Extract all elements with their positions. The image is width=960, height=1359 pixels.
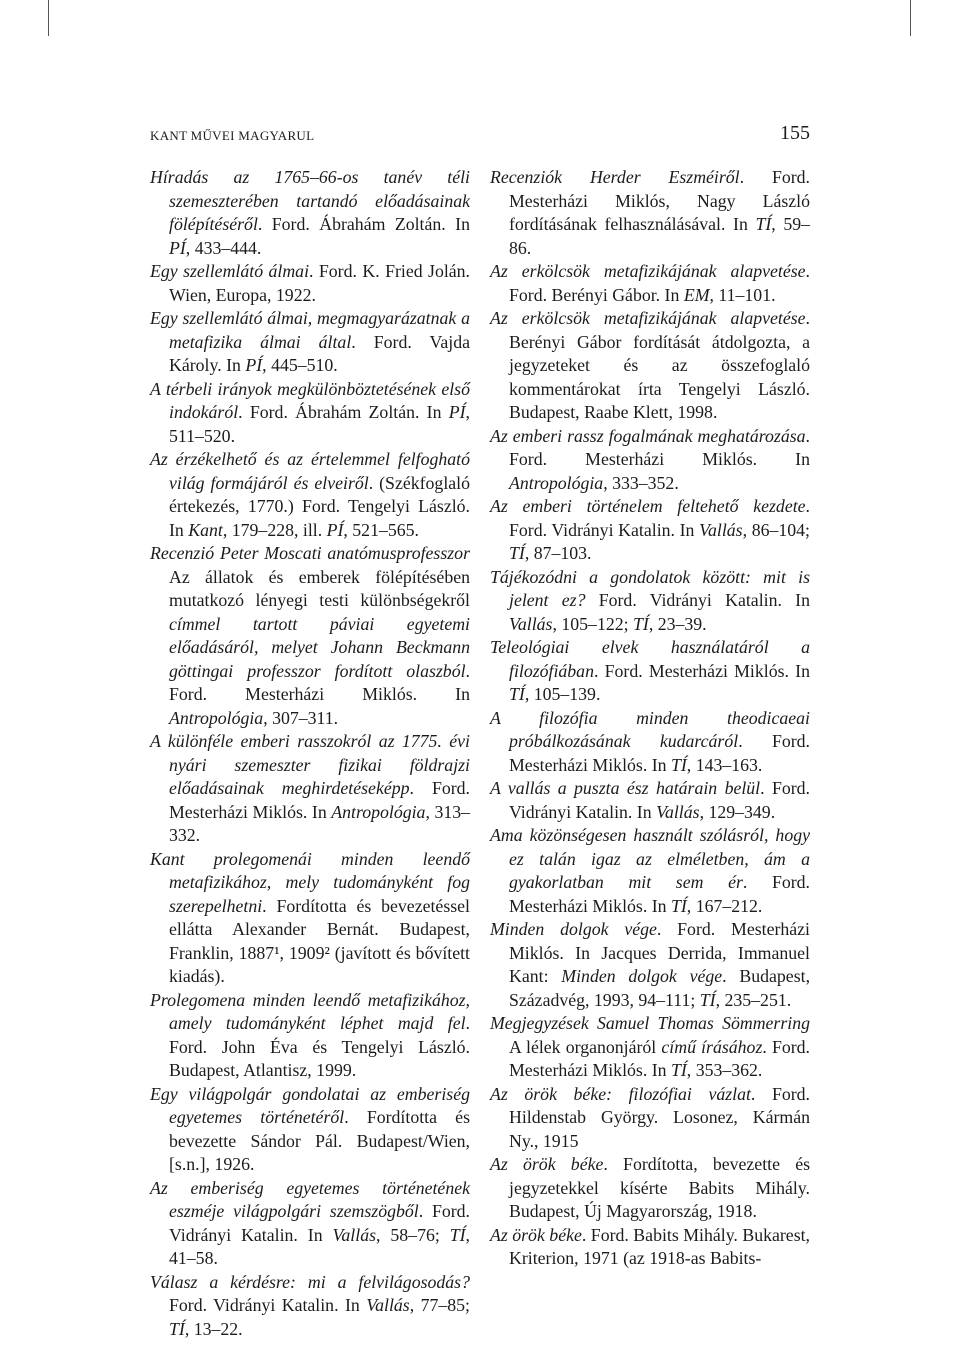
entry-title-text: Egy világpolgár gondolatai az emberiség egyetemes történetéről	[150, 1083, 470, 1127]
bibliography-entry	[490, 260, 810, 307]
bibliography-entry	[490, 495, 810, 566]
entry-text: . Fordította és bevezette Sándor Pál. Budapest/Wien, [s.n.], 1926.	[169, 1107, 470, 1174]
entry-text: . Ford. Ábrahám Zoltán. In	[238, 402, 449, 422]
page-header	[150, 122, 810, 146]
entry-text: , 179–228, ill.	[222, 519, 327, 540]
entry-title-text: Az örök béke	[490, 1224, 582, 1245]
entry-text: . Ford. K. Fried Jolán. Wien, Europa, 1922.	[169, 261, 471, 305]
entry-text: , 313–332.	[169, 801, 470, 845]
entry-text: , 445–510.	[262, 355, 338, 375]
bibliography-entry	[490, 166, 810, 260]
entry-title-text: Kant	[188, 519, 223, 540]
entry-text: , 433–444.	[185, 237, 262, 258]
entry-title-text: A filozófia minden theodicaeai próbálkozásának kudarcáról	[490, 707, 810, 751]
bibliography-entry	[490, 636, 810, 707]
entry-title-text: TÍ	[670, 895, 687, 916]
entry-title-text: TÍ	[670, 754, 687, 775]
entry-title-text: TÍ	[633, 613, 649, 634]
entry-text: , 521–565.	[343, 519, 419, 540]
entry-title-text: Vallás	[656, 801, 700, 822]
right-column	[490, 166, 810, 1271]
bibliography-entry	[490, 1153, 810, 1224]
entry-title-text: Az erkölcsök metafizikájának alapvetése	[490, 261, 806, 281]
entry-text: A lélek organonjáról	[509, 1036, 662, 1057]
entry-text: , 129–349.	[699, 801, 776, 822]
entry-title-text: PÍ	[326, 519, 344, 540]
entry-title-text: címmel tartott páviai egyetemi előadásáról, melyet Johann Beckmann göttingai professzor fordított olaszból	[169, 613, 470, 681]
entry-text: . Ford. Mesterházi Miklós. In	[509, 1036, 811, 1080]
entry-title-text: Az emberi történelem feltehető kezdete	[490, 496, 806, 516]
entry-text: , 13–22.	[184, 1318, 243, 1339]
bibliography-entry	[490, 425, 810, 496]
entry-text: . Ford. Mesterházi Miklós. In Jacques Derrida, Immanuel Kant:	[509, 919, 810, 986]
bibliography-entry	[150, 307, 470, 378]
left-column	[150, 166, 470, 1341]
entry-text: . Ford. Mesterházi Miklós. In	[509, 731, 810, 775]
entry-text: . Fordította és bevezetéssel ellátta Alexander Bernát. Budapest, Franklin, 1887¹, 1909² (javított és bővített kiadás).	[169, 895, 470, 986]
entry-title-text: Antropológia	[509, 472, 604, 493]
entry-title-text: Vallás	[332, 1224, 377, 1245]
bibliography-entry	[490, 707, 810, 778]
bibliography-entry	[490, 918, 810, 1012]
entry-title-text: Kant prolegomenái minden leendő metafizikához, mely tudományként fog szerepelhetni	[150, 848, 470, 916]
entry-text: Ford. Vidrányi Katalin. In	[585, 590, 810, 610]
crop-mark-left	[48, 0, 49, 36]
bibliography-entry	[150, 166, 470, 260]
entry-title-text: Vallás	[366, 1295, 410, 1315]
bibliography-entry	[490, 566, 810, 637]
entry-title-text: A térbeli irányok megkülönböztetésének első indokáról	[150, 378, 470, 422]
entry-text: . Ford. Berényi Gábor. In	[509, 261, 810, 305]
entry-text: , 87–103.	[524, 543, 592, 563]
entry-title-text: TÍ	[449, 1224, 466, 1245]
entry-text: . Ford. Vajda Károly. In	[169, 331, 470, 375]
bibliography-entry	[150, 448, 470, 542]
bibliography-entry	[490, 1012, 810, 1083]
entry-text: . Ford. Mesterházi Miklós. In	[509, 872, 810, 916]
entry-text: , 235–251.	[715, 989, 792, 1010]
bibliography-entry	[150, 260, 470, 307]
entry-title-text: Válasz a kérdésre: mi a felvilágosodás?	[150, 1271, 470, 1292]
entry-title-text: Az érzékelhető és az értelemmel felfogható világ formájáról és elveiről	[150, 449, 470, 493]
entry-title-text: Recenzió Peter Moscati anatómusprofesszor	[150, 543, 470, 563]
entry-title-text: TÍ	[169, 1318, 185, 1339]
bibliography-entry	[150, 378, 470, 449]
crop-mark-right	[910, 0, 911, 36]
page-number: 155	[780, 122, 810, 144]
entry-text: , 333–352.	[603, 472, 679, 493]
entry-text: , 511–520.	[169, 402, 470, 446]
entry-title-text: Vallás	[509, 613, 553, 634]
entry-text: . Ford. John Éva és Tengelyi László. Budapest, Atlantisz, 1999.	[169, 1013, 470, 1080]
entry-title-text: Vallás	[699, 519, 743, 540]
entry-title-text: Megjegyzések Samuel Thomas Sömmerring	[490, 1013, 810, 1033]
bibliography-entry	[150, 730, 470, 848]
entry-text: , 167–212.	[686, 895, 763, 916]
entry-title-text: Az erkölcsök metafizikájának alapvetése	[490, 308, 806, 328]
entry-text: Az állatok és emberek fölépítésében mutatkozó lényegi testi különbségekről	[169, 566, 470, 610]
entry-text: . Ford. Vidrányi Katalin. In	[169, 1201, 470, 1245]
entry-title-text: Antropológia	[331, 801, 426, 822]
entry-text: , 86–104;	[742, 519, 810, 540]
entry-text: , 143–163.	[686, 754, 763, 775]
entry-text: , 59–86.	[509, 214, 811, 258]
entry-title-text: Prolegomena minden leendő metafizikához, amely tudományként léphet majd fel	[150, 989, 470, 1033]
entry-title-text: PÍ	[245, 355, 263, 375]
entry-title-text: EM	[683, 284, 710, 305]
bibliography-entry	[490, 1083, 810, 1154]
entry-title-text: Antropológia	[169, 707, 264, 728]
entry-title-text: Ama közönségesen használt szólásról, hogy ez talán igaz az elméletben, ám a gyakorlatban mit sem ér	[490, 825, 810, 892]
entry-title-text: Teleológiai elvek használatáról a filozófiában	[490, 637, 810, 681]
entry-text: , 11–101.	[709, 284, 776, 305]
entry-text: . Ford. Hildenstab György. Losonez, Kármán Ny., 1915	[509, 1083, 810, 1151]
entry-text: . Ford. Mesterházi Miklós. In	[169, 778, 470, 822]
entry-title-text: című írásához	[661, 1036, 763, 1057]
entry-text: , 307–311.	[263, 707, 339, 728]
entry-title-text: TÍ	[509, 543, 525, 563]
entry-text: . Ford. Mesterházi Miklós. In	[509, 425, 810, 469]
entry-title-text: Az örök béke: filozófiai vázlat	[490, 1083, 751, 1104]
entry-text: , 105–122;	[552, 613, 633, 634]
entry-title-text: TÍ	[509, 684, 525, 704]
entry-title-text: Minden dolgok vége	[490, 919, 657, 939]
entry-text: . Budapest, Századvég, 1993, 94–111;	[509, 966, 811, 1010]
entry-text: . Fordította, bevezette és jegyzetekkel kísérte Babits Mihály. Budapest, Új Magyarország, 1918.	[509, 1154, 811, 1221]
entry-title-text: Híradás az 1765–66-os tanév téli szemeszterében tartandó előadásainak fölépítéséről	[150, 167, 470, 234]
entry-text: . Ford. Babits Mihály. Bukarest, Kriterion, 1971 (az 1918-as Babits-	[509, 1224, 810, 1268]
entry-text: , 41–58.	[169, 1224, 470, 1268]
bibliography-entry	[150, 989, 470, 1083]
entry-text: . Ford. Mesterházi Miklós. In	[169, 660, 470, 704]
entry-text: , 105–139.	[524, 684, 601, 704]
entry-title-text: Egy szellemlátó álmai, megmagyarázatnak a metafizika álmai által	[150, 308, 470, 352]
bibliography-entry	[490, 307, 810, 425]
entry-text: . Ford. Mesterházi Miklós. In	[593, 660, 810, 681]
entry-title-text: PÍ	[169, 237, 186, 258]
entry-text: , 23–39.	[648, 613, 707, 634]
bibliography-entry	[150, 848, 470, 989]
entry-title-text: TÍ	[670, 1060, 687, 1080]
entry-text: . Ford. Vidrányi Katalin. In	[509, 496, 810, 540]
entry-title-text: PÍ	[448, 402, 466, 422]
entry-text: , 77–85;	[409, 1295, 470, 1315]
entry-title-text: TÍ	[755, 214, 772, 234]
entry-text: . (Székfoglaló értekezés, 1770.) Ford. Tengelyi László. In	[169, 472, 470, 540]
entry-title-text: Az emberi rassz fogalmának meghatározása	[490, 425, 806, 446]
entry-title-text: TÍ	[699, 989, 716, 1010]
entry-title-text: A vallás a puszta ész határain belül	[490, 778, 761, 798]
bibliography-entry	[150, 542, 470, 730]
entry-title-text: Az örök béke	[490, 1154, 604, 1174]
entry-title-text: Az emberiség egyetemes történetének eszméje világpolgári szemszögből	[150, 1177, 470, 1221]
bibliography-entry	[150, 1083, 470, 1177]
bibliography-entry	[150, 1177, 470, 1271]
bibliography-entry	[490, 824, 810, 918]
entry-text: . Ford. Vidrányi Katalin. In	[509, 778, 810, 822]
entry-text: . Ford. Ábrahám Zoltán. In	[257, 214, 470, 234]
bibliography-entry	[490, 777, 810, 824]
entry-text: , 58–76;	[376, 1224, 450, 1245]
entry-text: Ford. Vidrányi Katalin. In	[169, 1295, 367, 1315]
entry-text: , 353–362.	[686, 1060, 763, 1080]
entry-title-text: Tájékozódni a gondolatok között: mit is jelent ez?	[490, 566, 810, 610]
bibliography-entry	[490, 1224, 810, 1271]
entry-title-text: Minden dolgok vége	[561, 966, 723, 986]
entry-text: . Ford. Mesterházi Miklós, Nagy László fordításának felhasználásával. In	[509, 167, 810, 234]
entry-title-text: Recenziók Herder Eszméiről	[490, 167, 740, 187]
running-head: KANT MŰVEI MAGYARUL	[150, 128, 315, 143]
bibliography-entry	[150, 1271, 470, 1342]
entry-title-text: A különféle emberi rasszokról az 1775. évi nyári szemeszter fizikai földrajzi előadásainak meghirdetéseképp	[150, 731, 470, 798]
entry-title-text: Egy szellemlátó álmai	[150, 261, 310, 281]
entry-text: . Berényi Gábor fordítását átdolgozta, a jegyzeteket és az összefoglaló kommentárokat írta Tengelyi László. Budapest, Raabe Klett, 1998.	[509, 308, 810, 422]
